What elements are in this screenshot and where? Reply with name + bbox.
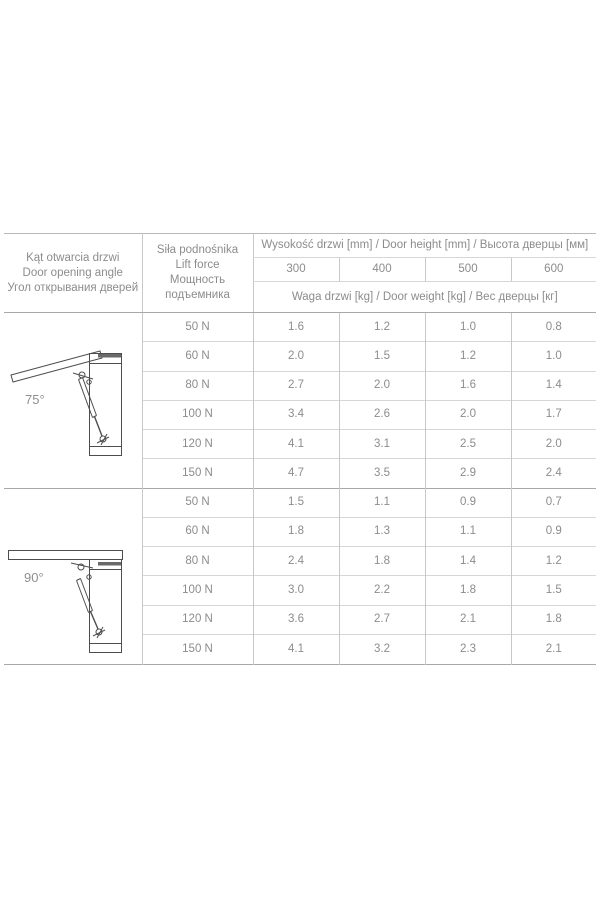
weight-value-cell: 1.8 bbox=[339, 547, 425, 576]
angle-label-75: 75° bbox=[24, 392, 45, 408]
weight-value-cell: 1.7 bbox=[511, 400, 596, 429]
weight-value-cell: 3.6 bbox=[253, 605, 339, 634]
door-angle-diagram-75 bbox=[4, 313, 142, 489]
weight-value-cell: 2.0 bbox=[253, 342, 339, 371]
angle-label-90: 90° bbox=[23, 569, 44, 585]
weight-value-cell: 0.8 bbox=[511, 313, 596, 342]
force-cell: 100 N bbox=[142, 400, 253, 429]
force-header-line-ru1: Мощность bbox=[169, 274, 226, 286]
gas-strut bbox=[76, 578, 105, 638]
force-cell: 60 N bbox=[142, 517, 253, 546]
force-row bbox=[4, 313, 596, 342]
weight-value-cell: 2.9 bbox=[425, 459, 511, 488]
height-col-500: 500 bbox=[425, 258, 511, 282]
height-col-300: 300 bbox=[253, 258, 339, 282]
weight-value-cell: 1.6 bbox=[253, 313, 339, 342]
weight-value-cell: 3.0 bbox=[253, 576, 339, 605]
force-cell: 150 N bbox=[142, 459, 253, 488]
door-height-header: Wysokość drzwi [mm] / Door height [mm] / Высота дверцы [мм] bbox=[253, 234, 596, 258]
weight-value-cell: 3.1 bbox=[339, 430, 425, 459]
angle-header-line-en: Door opening angle bbox=[22, 266, 123, 279]
weight-value-cell: 2.1 bbox=[425, 605, 511, 634]
weight-value-cell: 0.7 bbox=[511, 488, 596, 517]
cabinet-lift-90-icon bbox=[5, 489, 141, 664]
force-cell: 80 N bbox=[142, 371, 253, 400]
weight-value-cell: 1.8 bbox=[511, 605, 596, 634]
weight-value-cell: 2.4 bbox=[253, 547, 339, 576]
weight-value-cell: 2.3 bbox=[425, 635, 511, 664]
weight-value-cell: 2.0 bbox=[339, 371, 425, 400]
force-row bbox=[4, 488, 596, 517]
force-cell: 50 N bbox=[142, 488, 253, 517]
weight-value-cell: 1.3 bbox=[339, 517, 425, 546]
weight-value-cell: 2.7 bbox=[339, 605, 425, 634]
door-weight-header: Waga drzwi [kg] / Door weight [kg] / Вес дверцы [кг] bbox=[253, 282, 596, 313]
weight-value-cell: 1.5 bbox=[511, 576, 596, 605]
door-panel bbox=[8, 550, 122, 559]
weight-value-cell: 1.5 bbox=[253, 488, 339, 517]
weight-value-cell: 1.8 bbox=[425, 576, 511, 605]
weight-value-cell: 1.1 bbox=[425, 517, 511, 546]
weight-value-cell: 1.0 bbox=[425, 313, 511, 342]
weight-value-cell: 1.2 bbox=[511, 547, 596, 576]
weight-value-cell: 2.4 bbox=[511, 459, 596, 488]
header-row-height bbox=[4, 234, 596, 258]
force-cell: 150 N bbox=[142, 635, 253, 664]
force-cell: 120 N bbox=[142, 430, 253, 459]
force-cell: 120 N bbox=[142, 605, 253, 634]
height-col-600: 600 bbox=[511, 258, 596, 282]
height-col-400: 400 bbox=[339, 258, 425, 282]
gas-strut bbox=[78, 378, 109, 446]
force-cell: 100 N bbox=[142, 576, 253, 605]
weight-value-cell: 0.9 bbox=[425, 488, 511, 517]
cabinet-outline bbox=[89, 559, 121, 652]
force-cell: 60 N bbox=[142, 342, 253, 371]
angle-header-line-pl: Kąt otwarcia drzwi bbox=[26, 251, 120, 264]
mount-plate bbox=[98, 562, 121, 566]
force-cell: 50 N bbox=[142, 313, 253, 342]
weight-value-cell: 2.7 bbox=[253, 371, 339, 400]
spec-table bbox=[4, 233, 596, 665]
force-header bbox=[142, 234, 253, 313]
weight-value-cell: 3.5 bbox=[339, 459, 425, 488]
angle-header bbox=[4, 234, 142, 313]
weight-value-cell: 0.9 bbox=[511, 517, 596, 546]
weight-value-cell: 1.2 bbox=[339, 313, 425, 342]
weight-value-cell: 1.1 bbox=[339, 488, 425, 517]
weight-value-cell: 2.5 bbox=[425, 430, 511, 459]
weight-value-cell: 1.4 bbox=[425, 547, 511, 576]
lift-force-spec bbox=[4, 233, 596, 665]
weight-value-cell: 4.1 bbox=[253, 635, 339, 664]
weight-value-cell: 4.7 bbox=[253, 459, 339, 488]
weight-value-cell: 2.0 bbox=[511, 430, 596, 459]
angle-header-line-ru: Угол открывания дверей bbox=[7, 281, 139, 294]
weight-value-cell: 3.4 bbox=[253, 400, 339, 429]
mount-plate bbox=[98, 354, 121, 358]
weight-value-cell: 2.1 bbox=[511, 635, 596, 664]
cabinet-lift-75-icon bbox=[5, 313, 141, 487]
force-header-line-pl: Siła podnośnika bbox=[156, 244, 239, 256]
force-header-line-ru2: подъемника bbox=[165, 289, 230, 301]
weight-value-cell: 2.0 bbox=[425, 400, 511, 429]
weight-value-cell: 4.1 bbox=[253, 430, 339, 459]
force-cell: 80 N bbox=[142, 547, 253, 576]
weight-value-cell: 1.6 bbox=[425, 371, 511, 400]
strut-rod bbox=[94, 417, 102, 437]
weight-value-cell: 1.4 bbox=[511, 371, 596, 400]
weight-value-cell: 2.2 bbox=[339, 576, 425, 605]
door-angle-diagram-90 bbox=[4, 488, 142, 664]
weight-value-cell: 1.8 bbox=[253, 517, 339, 546]
weight-value-cell: 3.2 bbox=[339, 635, 425, 664]
force-header-line-en: Lift force bbox=[175, 259, 220, 271]
weight-value-cell: 2.6 bbox=[339, 400, 425, 429]
weight-value-cell: 1.0 bbox=[511, 342, 596, 371]
strut-rod bbox=[90, 611, 98, 629]
weight-value-cell: 1.5 bbox=[339, 342, 425, 371]
diagram-linework bbox=[8, 550, 122, 652]
weight-value-cell: 1.2 bbox=[425, 342, 511, 371]
